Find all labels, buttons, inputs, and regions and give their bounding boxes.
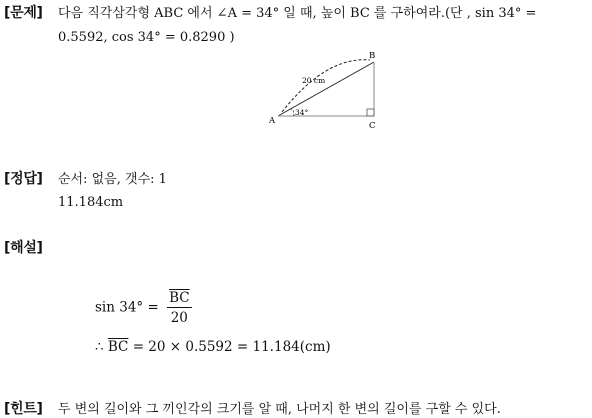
hint-text: 두 변의 길이와 그 끼인각의 크기를 알 때, 나머지 한 변의 길이를 구할 수 있다.	[58, 402, 501, 417]
sine-equation	[95, 290, 192, 326]
sine-lhs: sin 34° =	[95, 299, 159, 316]
hint-tag: [힌트]	[4, 401, 43, 417]
answer-order-count: 순서: 없음, 갯수: 1	[58, 172, 167, 187]
result-rhs: = 20 × 0.5592 = 11.184(cm)	[132, 339, 331, 355]
explanation-tag: [해설]	[4, 240, 43, 256]
vertex-a-label: A	[269, 116, 276, 126]
angle-label: 34°	[295, 108, 309, 117]
sine-fraction	[167, 290, 192, 326]
problem-text-line-2: 0.5592, cos 34° = 0.8290 )	[58, 30, 235, 45]
answer-value: 11.184cm	[58, 195, 124, 210]
vertex-b-label: B	[369, 51, 376, 61]
triangle-figure	[266, 46, 390, 134]
problem-tag: [문제]	[4, 5, 43, 21]
vertex-c-label: C	[369, 121, 376, 131]
angle-arc	[290, 109, 294, 116]
segment-bc: $\overline{BC}$	[107, 339, 129, 355]
problem-text-line-1: 다음 직각삼각형 ABC 에서 ∠A = 34° 일 때, 높이 BC 를 구하여라.(단 , sin 34° =	[58, 6, 537, 21]
therefore-symbol: ∴	[95, 339, 104, 355]
answer-tag: [정답]	[4, 171, 43, 187]
side-ab	[278, 62, 374, 116]
fraction-denominator: 20	[170, 310, 188, 326]
right-angle-marker	[367, 109, 374, 116]
result-equation	[95, 339, 331, 355]
hypotenuse-dimension-arc	[282, 60, 370, 112]
fraction-numerator: $\overline{BC}$	[169, 290, 190, 306]
hypotenuse-length-label: 20 cm	[302, 76, 326, 85]
